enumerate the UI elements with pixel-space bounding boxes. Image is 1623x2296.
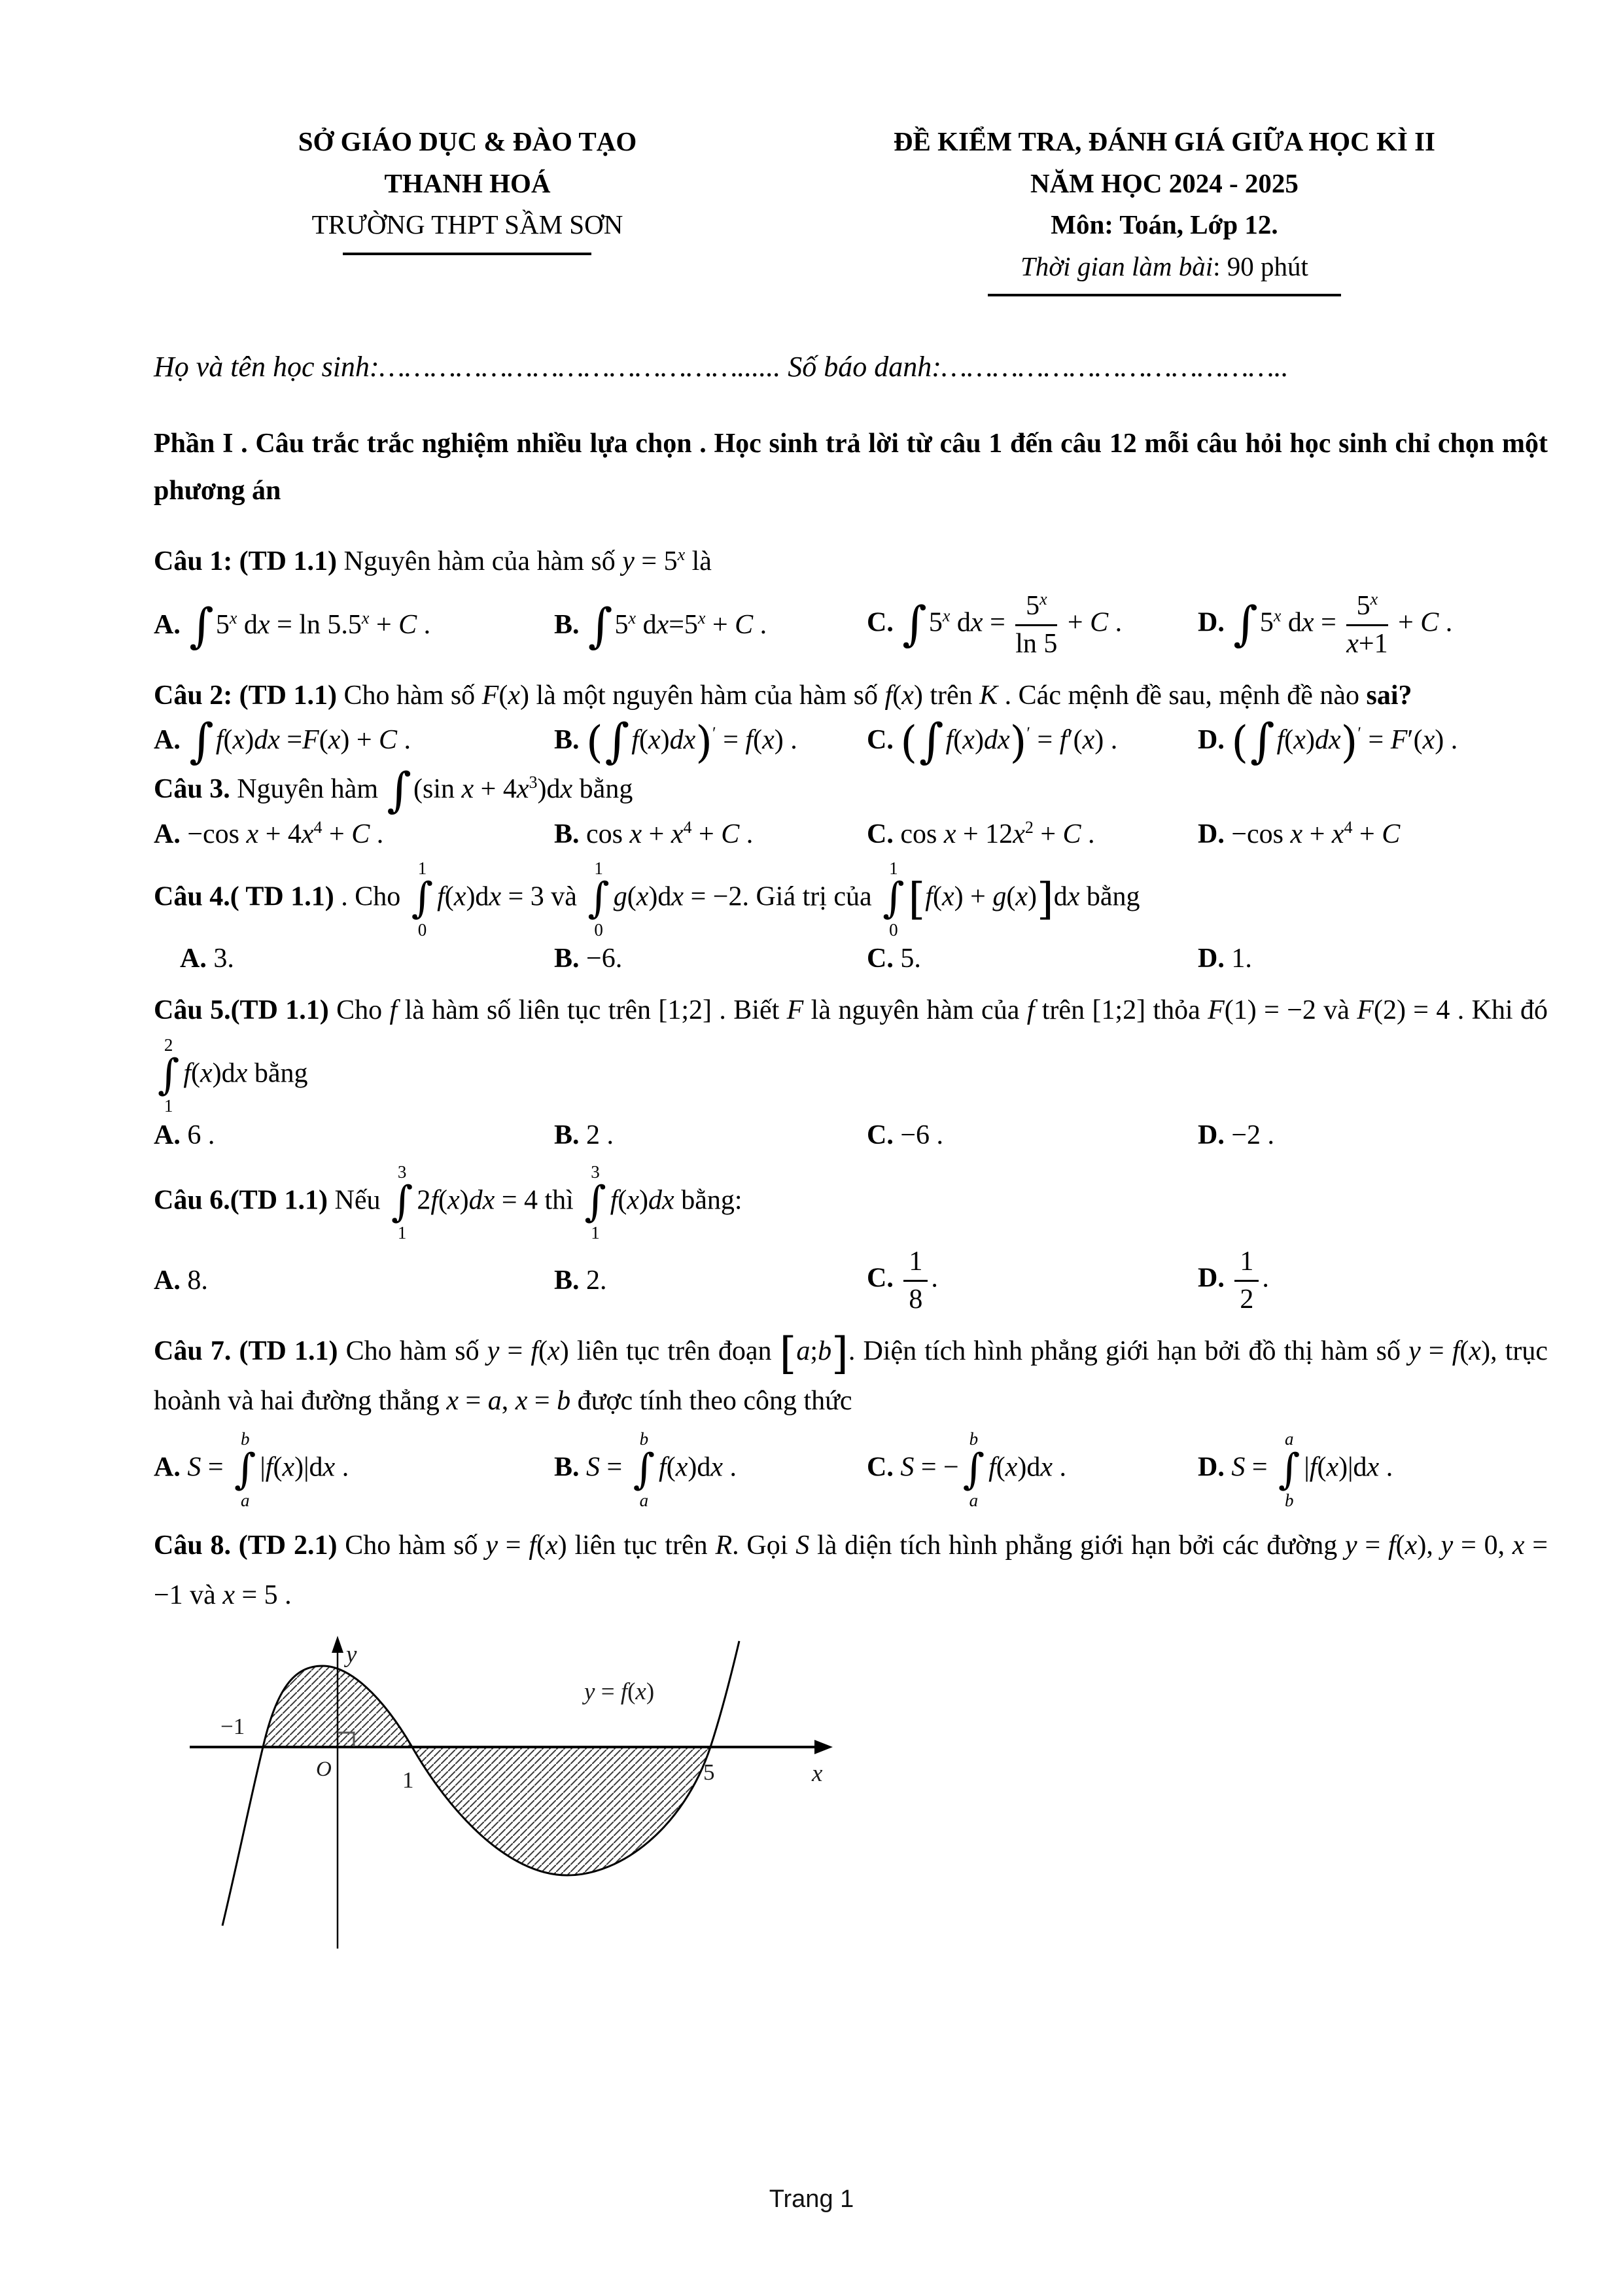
question-6-stem: Câu 6.(TD 1.1) Nếu 3 ∫ 1 2f(x)dx = 4 thì 3 ∫ 1 f(x)dx bằng:: [154, 1161, 742, 1243]
question-2-stem: Câu 2: (TD 1.1) Cho hàm số F(x) là một nguyên hàm của hàm số f(x) trên K . Các mệnh đề sau, mệnh đề nào sai?: [154, 680, 1412, 711]
x-axis-arrow-icon: [814, 1740, 833, 1754]
option-a: A. ∫f(x)dx =F(x) + C .: [154, 713, 411, 769]
question-3: [154, 762, 1548, 850]
tick-minus-1: −1: [220, 1714, 245, 1740]
graph-canvas: [160, 1634, 867, 1991]
option-a: A. 3.: [180, 943, 234, 974]
question-1-options: [154, 590, 1548, 660]
duration-value: : 90 phút: [1213, 251, 1308, 281]
option-d: D. −cos $x + x^4 + C$: [1198, 818, 1401, 850]
subject-grade: Môn: Toán, Lớp 12.: [1051, 209, 1278, 240]
question-5: [154, 986, 1548, 1151]
option-c: C. S = − b ∫ a f(x)dx .: [867, 1429, 1067, 1510]
question-2: [154, 671, 1548, 769]
origin-label: O: [316, 1757, 332, 1782]
question-7: [154, 1327, 1548, 1510]
part1-heading: Phần I . Câu trắc trắc nghiệm nhiều lựa chọn . Học sinh trả lời từ câu 1 đến câu 12 mỗi câu hỏi học sinh chỉ chọn một phương án: [154, 429, 1548, 506]
option-b: B. ∫5$^x$ $dx=5^x + C$ .: [554, 598, 767, 654]
student-info-line: Họ và tên học sinh:……………………………………...... Số báo danh:…………………………………..: [154, 351, 1289, 383]
curve-label: y = f(x): [584, 1678, 655, 1706]
question-3-stem: Câu 3. Nguyên hàm ∫(sin $x + 4x^3)dx$ bằng: [154, 762, 633, 818]
question-6: [154, 1163, 1548, 1316]
question-7-options: [154, 1430, 1548, 1510]
tick-1: 1: [402, 1767, 414, 1793]
option-d: D. S = a ∫ b |f(x)|dx .: [1198, 1429, 1393, 1510]
option-c: C. $\frac{1}{8}$ .: [867, 1246, 938, 1315]
y-axis-label: y: [346, 1641, 357, 1669]
option-b: B. $\cos x + x^4 + C$ .: [554, 818, 754, 850]
option-d: D. ∫5$^x$ dx = $\frac{5^x}{x+1}$ + C .: [1198, 590, 1453, 659]
x-axis-label: x: [812, 1760, 823, 1788]
duration-label: Thời gian làm bài: [1021, 251, 1213, 281]
option-d: D. −2 .: [1198, 1120, 1275, 1150]
question-4-options: [154, 943, 1548, 974]
question-7-stem: Câu 7. (TD 1.1) Cho hàm số y = f(x) liên tục trên đoạn [a;b]. Diện tích hình phẳng giới hạn bởi đồ thị hàm số y = f(x), trục hoành và hai đường thẳng x = a, x = b được tính theo công thức: [154, 1328, 1548, 1416]
question-6-options: [154, 1246, 1548, 1315]
school-year: NĂM HỌC 2024 - 2025: [1030, 168, 1299, 198]
option-d: D. 1.: [1198, 943, 1252, 974]
header-school-block: [154, 121, 781, 296]
question-8-stem: Câu 8. (TD 2.1) Cho hàm số y = f(x) liên tục trên R. Gọi S là diện tích hình phẳng giới hạn bởi các đường y = f(x), y = 0, x = −1 và x = 5 .: [154, 1530, 1548, 1610]
header-exam-block: [781, 121, 1548, 296]
question-2-options: [154, 713, 1548, 769]
exam-title: ĐỀ KIỂM TRA, ĐÁNH GIÁ GIỮA HỌC KÌ II: [893, 126, 1435, 156]
school-name: TRƯỜNG THPT SẦM SƠN: [311, 209, 623, 240]
option-d: D. $\frac{1}{2}$ .: [1198, 1246, 1269, 1315]
question-4-stem: Câu 4.( TD 1.1) . Cho 1 ∫ 0 f(x)dx = 3 và 1 ∫ 0 g(x)dx = −2. Giá trị của 1 ∫ 0 [f(x) + g(x)]dx bằng: [154, 858, 1140, 940]
header-divider-right: [988, 294, 1341, 296]
question-8: [154, 1521, 1548, 1620]
tick-5: 5: [703, 1759, 715, 1786]
question-5-options: [154, 1120, 1548, 1151]
page-number: Trang 1: [769, 2185, 854, 2213]
option-a: A. ∫5$^x$ dx = $\ln 5.5^x + C$ .: [154, 598, 431, 654]
question-3-options: [154, 819, 1548, 850]
function-graph: [160, 1634, 867, 1991]
option-b: B. 2.: [554, 1265, 607, 1296]
option-c: C. −6 .: [867, 1120, 944, 1150]
department-name: SỞ GIÁO DỤC & ĐÀO TẠO: [298, 126, 637, 156]
option-c: C. $\cos x + 12x^2 + C$ .: [867, 818, 1095, 850]
province-name: THANH HOÁ: [384, 168, 551, 198]
option-a: A. 6 .: [154, 1120, 215, 1150]
question-1-stem: Câu 1: (TD 1.1) Nguyên hàm của hàm số $y = 5^x$ là: [154, 544, 712, 576]
option-c: C. 5.: [867, 943, 921, 974]
y-axis-arrow-icon: [332, 1636, 343, 1653]
option-b: B. −6.: [554, 943, 623, 974]
option-a: A. S = b ∫ a |f(x)|dx .: [154, 1429, 349, 1510]
exam-header: [154, 121, 1548, 296]
option-b: B. (∫f(x)dx)′ = f(x) .: [554, 713, 797, 769]
question-1: [154, 537, 1548, 660]
option-a: A. −cos $x + 4x^4 + C$ .: [154, 818, 384, 850]
option-c: C. (∫f(x)dx)′ = f′(x) .: [867, 713, 1118, 769]
header-divider-left: [343, 253, 591, 255]
option-d: D. (∫f(x)dx)′ = F′(x) .: [1198, 713, 1458, 769]
question-5-stem: Câu 5.(TD 1.1) Cho f là hàm số liên tục trên [1;2] . Biết F là nguyên hàm của f trên [1;2] thỏa F(1) = −2 và F(2) = 4 . Khi đó 2 ∫ 1 f(x)dx bằng: [154, 995, 1548, 1116]
question-4: [154, 859, 1548, 974]
option-c: C. ∫5$^x$ dx = $\frac{5^x}{\ln 5}$ + C .: [867, 590, 1123, 659]
option-b: B. 2 .: [554, 1120, 614, 1150]
option-a: A. 8.: [154, 1265, 208, 1296]
exam-duration: [781, 246, 1548, 288]
option-b: B. S = b ∫ a f(x)dx .: [554, 1429, 737, 1510]
